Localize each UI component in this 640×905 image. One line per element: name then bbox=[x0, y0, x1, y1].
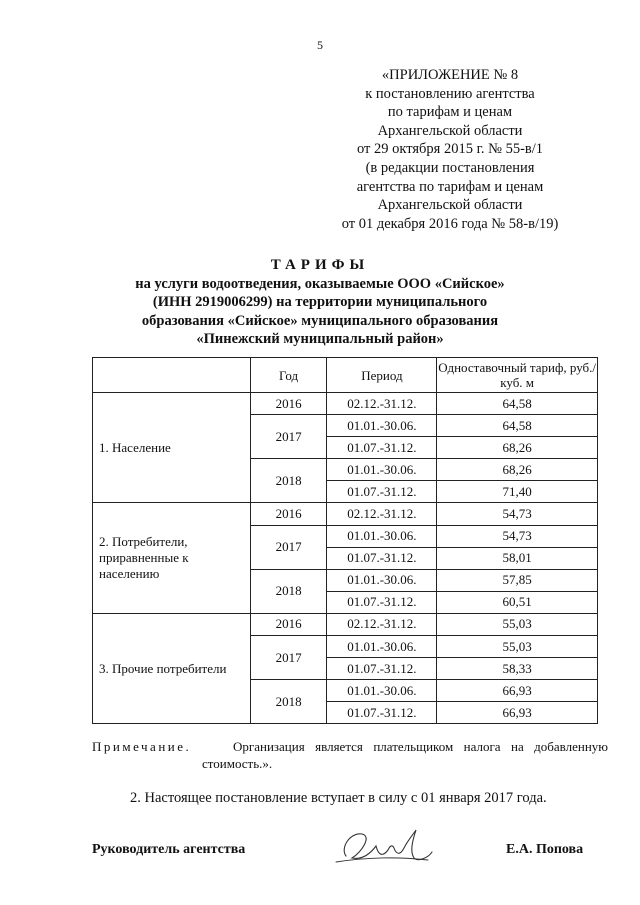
period-cell: 01.01.-30.06. bbox=[327, 459, 437, 481]
appendix-line: от 29 октября 2015 г. № 55-в/1 bbox=[356, 141, 544, 158]
period-cell: 01.07.-31.12. bbox=[327, 702, 437, 724]
period-cell: 01.01.-30.06. bbox=[327, 525, 437, 547]
tariff-cell: 64,58 bbox=[437, 393, 598, 415]
appendix-line: агентства по тарифам и ценам bbox=[356, 178, 544, 195]
period-cell: 02.12.-31.12. bbox=[327, 393, 437, 415]
category-cell: 1. Население bbox=[93, 393, 251, 503]
subtitle-line: на услуги водоотведения, оказываемые ООО «Сийское» bbox=[135, 275, 505, 292]
effective-date-clause: 2. Настоящее постановление вступает в силу с 01 января 2017 года. bbox=[130, 790, 547, 806]
note-label: Примечание. bbox=[92, 739, 192, 754]
tariff-cell: 60,51 bbox=[437, 591, 598, 613]
appendix-line: к постановлению агентства bbox=[365, 85, 535, 102]
note-line-2: стоимость.». bbox=[202, 756, 273, 771]
tariff-cell: 58,01 bbox=[437, 547, 598, 569]
period-cell: 01.07.-31.12. bbox=[327, 481, 437, 503]
document-title: ТАРИФЫ bbox=[270, 257, 370, 273]
header-category bbox=[93, 358, 251, 393]
tariff-cell: 57,85 bbox=[437, 569, 598, 591]
tariff-cell: 55,03 bbox=[437, 636, 598, 658]
appendix-line: по тарифам и ценам bbox=[387, 104, 513, 121]
appendix-header bbox=[330, 66, 570, 233]
period-cell: 01.01.-30.06. bbox=[327, 569, 437, 591]
period-cell: 01.07.-31.12. bbox=[327, 437, 437, 459]
year-cell: 2018 bbox=[250, 459, 327, 503]
tariffs-table bbox=[92, 357, 598, 724]
period-cell: 01.01.-30.06. bbox=[327, 636, 437, 658]
table-row bbox=[93, 393, 598, 415]
header-period: Период bbox=[327, 358, 437, 393]
period-cell: 01.01.-30.06. bbox=[327, 680, 437, 702]
appendix-line: от 01 декабря 2016 года № 58-в/19) bbox=[341, 215, 559, 232]
note-text: Организация является плательщиком налога на добавленную bbox=[233, 739, 608, 754]
handwritten-signature bbox=[332, 818, 442, 873]
year-cell: 2017 bbox=[250, 415, 327, 459]
period-cell: 02.12.-31.12. bbox=[327, 503, 437, 525]
note bbox=[92, 738, 608, 772]
year-cell: 2016 bbox=[250, 393, 327, 415]
year-cell: 2018 bbox=[250, 569, 327, 613]
year-cell: 2018 bbox=[250, 680, 327, 724]
subtitle-line: образования «Сийское» муниципального образования bbox=[141, 312, 499, 329]
subtitle-line: «Пинежский муниципальный район» bbox=[196, 331, 444, 347]
appendix-line: Архангельской области bbox=[377, 122, 523, 139]
period-cell: 02.12.-31.12. bbox=[327, 613, 437, 635]
signatory-title: Руководитель агентства bbox=[92, 842, 246, 857]
period-cell: 01.07.-31.12. bbox=[327, 547, 437, 569]
tariff-cell: 68,26 bbox=[437, 437, 598, 459]
tariff-cell: 54,73 bbox=[437, 503, 598, 525]
appendix-line: «ПРИЛОЖЕНИЕ № 8 bbox=[381, 67, 519, 83]
period-cell: 01.01.-30.06. bbox=[327, 415, 437, 437]
appendix-line: (в редакции постановления bbox=[365, 159, 535, 176]
tariff-cell: 71,40 bbox=[437, 481, 598, 503]
table-row bbox=[93, 613, 598, 635]
tariff-cell: 55,03 bbox=[437, 613, 598, 635]
tariff-cell: 54,73 bbox=[437, 525, 598, 547]
year-cell: 2016 bbox=[250, 503, 327, 525]
year-cell: 2017 bbox=[250, 525, 327, 569]
tariff-cell: 66,93 bbox=[437, 702, 598, 724]
document-title-block bbox=[40, 256, 600, 349]
category-cell: 3. Прочие потребители bbox=[93, 613, 251, 723]
category-cell: 2. Потребители, приравненные к населению bbox=[93, 503, 251, 613]
header-tariff: Одноставочный тариф, руб./куб. м bbox=[437, 358, 598, 393]
tariff-cell: 64,58 bbox=[437, 415, 598, 437]
table-header-row bbox=[93, 358, 598, 393]
subtitle-line: (ИНН 2919006299) на территории муниципального bbox=[152, 294, 488, 310]
header-year: Год bbox=[250, 358, 327, 393]
year-cell: 2017 bbox=[250, 636, 327, 680]
table-row bbox=[93, 503, 598, 525]
tariff-cell: 58,33 bbox=[437, 658, 598, 680]
year-cell: 2016 bbox=[250, 613, 327, 635]
signatory-name: Е.А. Попова bbox=[506, 842, 584, 857]
tariff-cell: 66,93 bbox=[437, 680, 598, 702]
note-line-1 bbox=[92, 738, 608, 755]
period-cell: 01.07.-31.12. bbox=[327, 658, 437, 680]
appendix-line: Архангельской области bbox=[377, 197, 523, 214]
period-cell: 01.07.-31.12. bbox=[327, 591, 437, 613]
tariff-cell: 68,26 bbox=[437, 459, 598, 481]
page-number: 5 bbox=[317, 38, 323, 52]
